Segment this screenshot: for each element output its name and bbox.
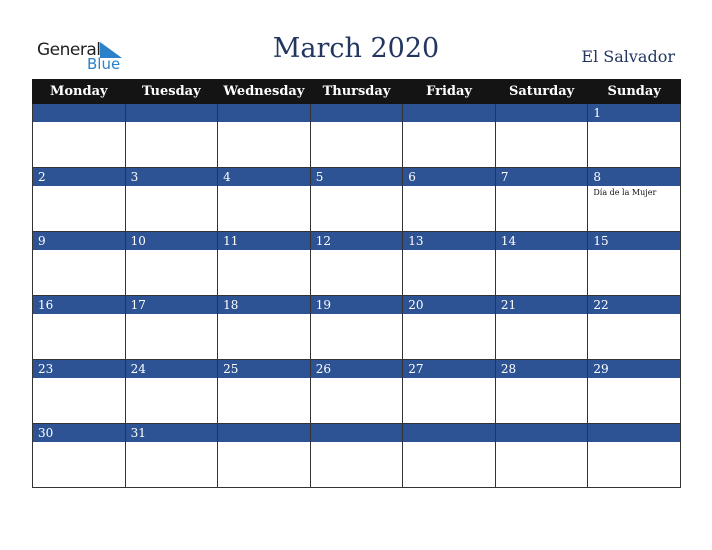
- day-cell[interactable]: [588, 186, 681, 232]
- holiday-label: [33, 378, 125, 380]
- day-number-cell: [495, 104, 588, 123]
- day-cell[interactable]: [588, 314, 681, 360]
- day-number: 13: [408, 234, 424, 248]
- holiday-label: [126, 378, 218, 380]
- day-cell[interactable]: [125, 250, 218, 296]
- day-number: 24: [130, 362, 146, 376]
- day-number-cell: [588, 424, 681, 443]
- day-number: 16: [38, 298, 54, 312]
- holiday-label: [496, 186, 588, 188]
- holiday-label: [311, 122, 403, 124]
- day-number: 8: [593, 170, 602, 184]
- weekday-header: Monday: [33, 80, 126, 104]
- holiday-label: [403, 122, 495, 124]
- day-number-cell: [310, 296, 403, 315]
- day-number: 18: [223, 298, 239, 312]
- day-number-cell: [495, 424, 588, 443]
- day-number-cell: [495, 232, 588, 251]
- day-number: 7: [500, 170, 509, 184]
- day-number: 1: [593, 106, 602, 120]
- day-number: 3: [130, 170, 139, 184]
- day-number: 19: [315, 298, 331, 312]
- holiday-label: [588, 122, 680, 124]
- holiday-label: [403, 186, 495, 188]
- day-cell[interactable]: [218, 314, 311, 360]
- day-number-cell: [218, 104, 311, 123]
- day-number: 15: [593, 234, 609, 248]
- day-number-cell: [33, 360, 126, 379]
- day-cell[interactable]: [495, 186, 588, 232]
- holiday-label: [126, 442, 218, 444]
- holiday-label: [311, 378, 403, 380]
- day-number: 11: [223, 234, 239, 248]
- holiday-label: [126, 186, 218, 188]
- day-number: 30: [38, 426, 54, 440]
- day-number-cell: [588, 104, 681, 123]
- day-number-cell: [403, 360, 496, 379]
- day-cell[interactable]: [33, 122, 126, 168]
- holiday-label: [33, 442, 125, 444]
- holiday-label: [311, 314, 403, 316]
- day-cell[interactable]: [495, 378, 588, 424]
- day-number: 12: [315, 234, 331, 248]
- holiday-label: [496, 250, 588, 252]
- holiday-label: [588, 314, 680, 316]
- day-cell[interactable]: [495, 442, 588, 488]
- holiday-label: [126, 122, 218, 124]
- day-number-cell: [310, 168, 403, 187]
- day-cell[interactable]: [310, 378, 403, 424]
- day-number-cell: [588, 168, 681, 187]
- day-number: 4: [223, 170, 231, 184]
- day-number-cell: [403, 232, 496, 251]
- week-row: [33, 442, 681, 488]
- holiday-label: [33, 122, 125, 124]
- day-number-cell: [403, 424, 496, 443]
- day-cell[interactable]: [125, 378, 218, 424]
- day-number-cell: [218, 360, 311, 379]
- day-number: 17: [130, 298, 146, 312]
- calendar-title: March 2020: [272, 33, 440, 64]
- holiday-label: [403, 442, 495, 444]
- day-number-cell: [588, 360, 681, 379]
- day-number-cell: [33, 168, 126, 187]
- weekday-header: Sunday: [588, 80, 681, 104]
- day-cell[interactable]: [218, 442, 311, 488]
- holiday-label: [218, 378, 310, 380]
- day-number: 2: [38, 170, 46, 184]
- week-row: [33, 250, 681, 296]
- day-number: 27: [408, 362, 424, 376]
- day-number-cell: [495, 296, 588, 315]
- day-cell[interactable]: [495, 122, 588, 168]
- day-number-cell: [310, 104, 403, 123]
- day-number-cell: [588, 232, 681, 251]
- week-date-bar: [33, 424, 681, 443]
- day-cell[interactable]: [125, 314, 218, 360]
- day-number-cell: [403, 104, 496, 123]
- week-date-bar: [33, 232, 681, 251]
- day-cell[interactable]: [218, 250, 311, 296]
- day-number-cell: [218, 296, 311, 315]
- country-label: El Salvador: [581, 47, 675, 66]
- day-cell[interactable]: [218, 378, 311, 424]
- day-number: 26: [315, 362, 331, 376]
- day-cell[interactable]: [403, 314, 496, 360]
- day-number: 20: [408, 298, 424, 312]
- day-number-cell: [33, 424, 126, 443]
- day-cell[interactable]: [310, 186, 403, 232]
- holiday-label: [218, 186, 310, 188]
- day-number-cell: [125, 232, 218, 251]
- day-number: 29: [593, 362, 609, 376]
- day-cell[interactable]: [310, 442, 403, 488]
- holiday-label: [403, 314, 495, 316]
- holiday-label: [588, 442, 680, 444]
- day-cell[interactable]: [588, 378, 681, 424]
- day-cell[interactable]: [310, 250, 403, 296]
- day-number: 5: [315, 170, 324, 184]
- week-date-bar: [33, 168, 681, 187]
- holiday-label: [218, 250, 310, 252]
- day-number-cell: [125, 296, 218, 315]
- holiday-label: Día de la Mujer: [593, 188, 657, 197]
- weekday-header: Friday: [403, 80, 496, 104]
- logo-blue-text: Blue: [87, 55, 121, 73]
- holiday-label: [126, 314, 218, 316]
- day-cell[interactable]: [33, 250, 126, 296]
- day-cell[interactable]: [310, 314, 403, 360]
- holiday-label: [33, 314, 125, 316]
- day-cell[interactable]: [403, 442, 496, 488]
- day-number-cell: [218, 424, 311, 443]
- day-cell[interactable]: [495, 250, 588, 296]
- day-cell[interactable]: [125, 122, 218, 168]
- weekday-header: Thursday: [310, 80, 403, 104]
- weekday-header-row: [33, 80, 681, 104]
- day-number-cell: [310, 360, 403, 379]
- holiday-label: [588, 250, 680, 252]
- day-number-cell: [310, 232, 403, 251]
- holiday-label: [403, 378, 495, 380]
- day-number-cell: [125, 424, 218, 443]
- day-number-cell: [218, 232, 311, 251]
- holiday-label: [496, 442, 588, 444]
- day-number: 28: [500, 362, 517, 376]
- week-row: [33, 378, 681, 424]
- day-cell[interactable]: [588, 122, 681, 168]
- day-number-cell: [403, 296, 496, 315]
- holiday-label: [496, 378, 588, 380]
- holiday-label: [126, 250, 218, 252]
- day-cell[interactable]: [33, 378, 126, 424]
- week-row: [33, 186, 681, 232]
- holiday-label: [33, 250, 125, 252]
- day-number-cell: [33, 104, 126, 123]
- day-number: 6: [408, 170, 416, 184]
- calendar-grid: [32, 79, 681, 488]
- holiday-label: [218, 442, 310, 444]
- day-cell[interactable]: [33, 442, 126, 488]
- holiday-label: [496, 314, 588, 316]
- day-number: 9: [38, 234, 46, 248]
- day-number-cell: [495, 168, 588, 187]
- day-number-cell: [588, 296, 681, 315]
- day-cell[interactable]: [218, 186, 311, 232]
- holiday-label: [218, 122, 310, 124]
- weekday-header: Tuesday: [125, 80, 218, 104]
- weekday-header: Saturday: [495, 80, 588, 104]
- day-number: 21: [500, 298, 517, 312]
- day-number: 10: [130, 234, 146, 248]
- day-number-cell: [310, 424, 403, 443]
- day-cell[interactable]: [125, 186, 218, 232]
- day-cell[interactable]: [495, 314, 588, 360]
- day-number-cell: [218, 168, 311, 187]
- week-row: [33, 122, 681, 168]
- day-number-cell: [125, 168, 218, 187]
- day-number: 31: [130, 426, 146, 440]
- holiday-label: [311, 250, 403, 252]
- day-number: 23: [38, 362, 54, 376]
- holiday-label: [588, 378, 680, 380]
- day-number-cell: [403, 168, 496, 187]
- day-number: 22: [593, 298, 609, 312]
- day-cell[interactable]: [310, 122, 403, 168]
- day-cell[interactable]: [588, 250, 681, 296]
- day-number-cell: [125, 360, 218, 379]
- day-cell[interactable]: [403, 378, 496, 424]
- day-number: 14: [500, 234, 517, 248]
- week-row: [33, 314, 681, 360]
- weekday-header: Wednesday: [218, 80, 311, 104]
- day-cell[interactable]: [403, 250, 496, 296]
- day-number-cell: [33, 296, 126, 315]
- day-cell[interactable]: [218, 122, 311, 168]
- holiday-label: [311, 186, 403, 188]
- day-cell[interactable]: [33, 186, 126, 232]
- day-number-cell: [495, 360, 588, 379]
- day-number-cell: [33, 232, 126, 251]
- holiday-label: [311, 442, 403, 444]
- holiday-label: [403, 250, 495, 252]
- day-number-cell: [125, 104, 218, 123]
- logo-general-text: General: [37, 40, 101, 60]
- day-cell[interactable]: [403, 186, 496, 232]
- week-date-bar: [33, 296, 681, 315]
- holiday-label: [218, 314, 310, 316]
- day-cell[interactable]: [125, 442, 218, 488]
- week-date-bar: [33, 104, 681, 123]
- week-date-bar: [33, 360, 681, 379]
- day-cell[interactable]: [33, 314, 126, 360]
- day-cell[interactable]: [588, 442, 681, 488]
- day-number: 25: [223, 362, 239, 376]
- holiday-label: [496, 122, 588, 124]
- day-cell[interactable]: [403, 122, 496, 168]
- holiday-label: [33, 186, 125, 188]
